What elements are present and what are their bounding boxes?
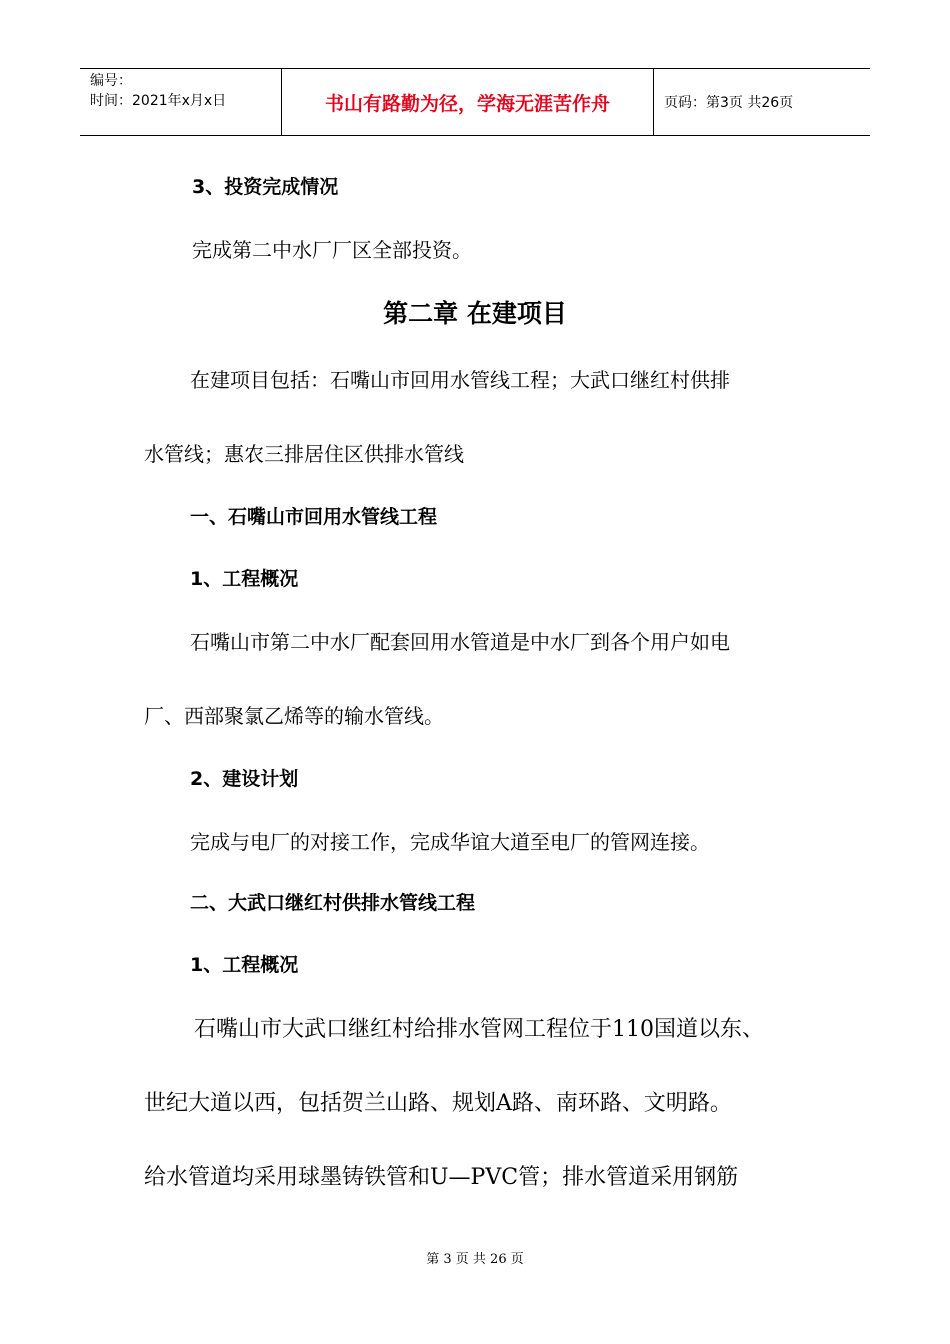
- section-1-text-1-line-1: 石嘴山市第二中水厂配套回用水管道是中水厂到各个用户如电: [190, 630, 730, 654]
- document-header: [80, 68, 870, 136]
- section-2-heading: 二、大武口继红村供排水管线工程: [190, 892, 476, 914]
- section-2-line-2: 世纪大道以西，包括贺兰山路、规划A路、南环路、文明路。: [144, 1091, 732, 1116]
- section-2-line-3: 给水管道均采用球墨铸铁管和U—PVC管；排水管道采用钢筋: [144, 1165, 739, 1190]
- section-1-text-1-line-2: 厂、西部聚氯乙烯等的输水管线。: [144, 704, 444, 728]
- section-3-text: 完成第二中水厂厂区全部投资。: [192, 238, 472, 262]
- header-time: 时间：2021年x月x日: [90, 93, 227, 109]
- section-1-sub-2: 2、建设计划: [190, 768, 299, 790]
- section-1-heading: 一、石嘴山市回用水管线工程: [190, 506, 438, 528]
- header-meta-cell: [80, 69, 282, 135]
- header-motto: 书山有路勤为径，学海无涯苦作舟: [282, 69, 654, 135]
- section-1-sub-1: 1、工程概况: [190, 568, 299, 590]
- section-3-heading: 3、投资完成情况: [192, 176, 339, 198]
- section-1-text-2: 完成与电厂的对接工作，完成华谊大道至电厂的管网连接。: [190, 830, 710, 854]
- section-2-line-1: 石嘴山市大武口继红村给排水管网工程位于110国道以东、: [194, 1017, 764, 1042]
- header-number: 编号：: [90, 73, 132, 89]
- intro-line-1: 在建项目包括：石嘴山市回用水管线工程；大武口继红村供排: [190, 368, 730, 392]
- header-page-info: 页码：第3页 共26页: [664, 95, 794, 111]
- section-2-sub-1: 1、工程概况: [190, 954, 299, 976]
- chapter-title: 第二章 在建项目: [383, 299, 567, 328]
- page-footer: 第 3 页 共 26 页: [426, 1252, 524, 1267]
- intro-line-2: 水管线；惠农三排居住区供排水管线: [144, 442, 464, 466]
